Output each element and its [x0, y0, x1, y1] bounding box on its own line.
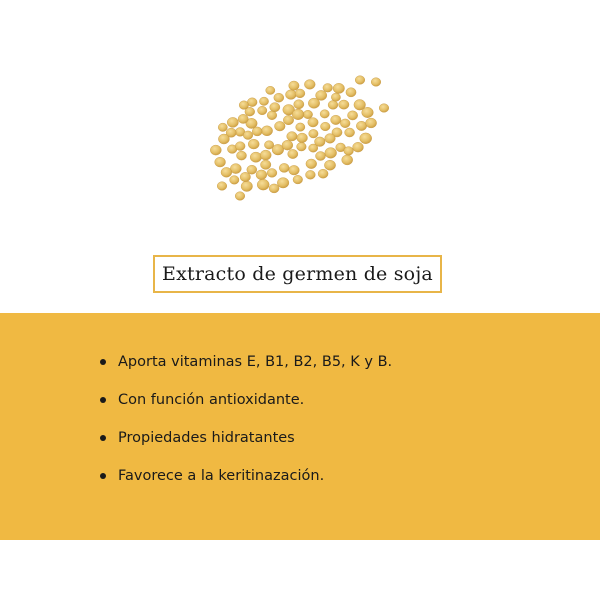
soybean: [346, 88, 356, 97]
soybean: [293, 175, 303, 184]
soybean: [248, 139, 259, 149]
soybean: [288, 149, 298, 158]
soybean: [353, 142, 364, 152]
soybean: [289, 165, 300, 175]
soybean: [241, 181, 252, 191]
soybean: [287, 132, 297, 141]
soybean: [303, 110, 312, 118]
soybean: [250, 152, 261, 162]
bullet-icon: [100, 435, 106, 441]
list-item: [100, 419, 392, 457]
soybean: [354, 100, 366, 111]
soybean: [274, 93, 284, 102]
soybean: [339, 100, 349, 109]
soybean: [289, 81, 299, 90]
soybean: [239, 101, 248, 110]
soybean: [235, 192, 245, 201]
soybean: [267, 169, 277, 178]
soybean: [235, 142, 245, 151]
soybean: [348, 111, 358, 120]
soybean: [321, 122, 331, 131]
soybean: [325, 134, 336, 144]
soybean: [266, 86, 275, 94]
soybean: [243, 131, 253, 140]
page-title: Extracto de germen de soja: [162, 263, 433, 285]
soybean: [283, 115, 293, 124]
bullet-icon: [100, 359, 106, 365]
soybean: [308, 118, 318, 127]
soybean: [237, 151, 247, 160]
soybean: [252, 127, 262, 136]
soybean: [297, 133, 308, 143]
soybean: [355, 76, 365, 85]
soybean: [294, 100, 304, 109]
soybean: [306, 170, 316, 179]
soybean: [292, 109, 304, 120]
soybean: [360, 133, 372, 144]
benefits-list: [100, 343, 392, 495]
benefit-text: Favorece a la keritinazación.: [118, 468, 325, 484]
soybean: [340, 119, 350, 128]
soybean: [215, 157, 226, 167]
soybean: [309, 129, 318, 138]
soybean: [296, 123, 305, 131]
soybean: [269, 184, 279, 193]
soybean: [282, 140, 293, 150]
soybean: [247, 165, 257, 174]
soybean: [260, 150, 271, 160]
soybean: [304, 80, 315, 90]
soybean: [227, 117, 238, 127]
soybean: [366, 118, 377, 128]
soybean: [356, 121, 366, 130]
soybean: [210, 145, 221, 155]
list-item: [100, 343, 392, 381]
soybean: [331, 115, 341, 124]
soybean: [259, 97, 268, 105]
soybeans-image: [200, 68, 390, 208]
soybean: [258, 106, 267, 115]
soybean: [318, 169, 328, 178]
soybean: [342, 155, 353, 165]
soybean: [297, 142, 307, 151]
soybean: [240, 172, 250, 181]
soybean: [275, 121, 286, 131]
soybean: [328, 101, 338, 110]
title-box: [153, 255, 442, 293]
soybean: [286, 90, 297, 100]
soybean: [344, 147, 354, 156]
benefits-band: [0, 313, 600, 540]
soybean: [257, 179, 269, 190]
soybean: [221, 167, 232, 177]
soybean: [277, 178, 289, 188]
benefit-text: Aporta vitaminas E, B1, B2, B5, K y B.: [118, 354, 393, 370]
soybean: [279, 163, 289, 172]
soybean: [306, 159, 317, 169]
soybean: [256, 170, 267, 180]
soybean: [315, 137, 326, 147]
soybean: [324, 160, 335, 170]
soybean: [217, 182, 227, 191]
soybean: [331, 93, 340, 101]
list-item: [100, 381, 392, 419]
soybeans-illustration: [200, 68, 390, 208]
benefit-text: Propiedades hidratantes: [118, 430, 295, 446]
soybean: [261, 160, 271, 169]
soybean: [230, 176, 239, 185]
soybean: [316, 90, 327, 100]
soybean: [323, 84, 333, 93]
bullet-icon: [100, 397, 106, 403]
soybean: [333, 83, 344, 93]
soybean: [316, 152, 326, 161]
soybean: [379, 104, 389, 113]
soybean: [320, 110, 329, 118]
list-item: [100, 457, 392, 495]
soybean: [218, 134, 229, 144]
bullet-icon: [100, 473, 106, 479]
soybean: [218, 123, 227, 131]
benefit-text: Con función antioxidante.: [118, 392, 305, 408]
soybean: [267, 111, 277, 120]
soybean: [295, 89, 305, 98]
soybean: [270, 103, 280, 112]
soybean: [325, 148, 337, 159]
soybean: [345, 128, 355, 137]
soybean: [371, 78, 381, 87]
soybean: [261, 126, 272, 136]
soybean: [238, 114, 248, 123]
